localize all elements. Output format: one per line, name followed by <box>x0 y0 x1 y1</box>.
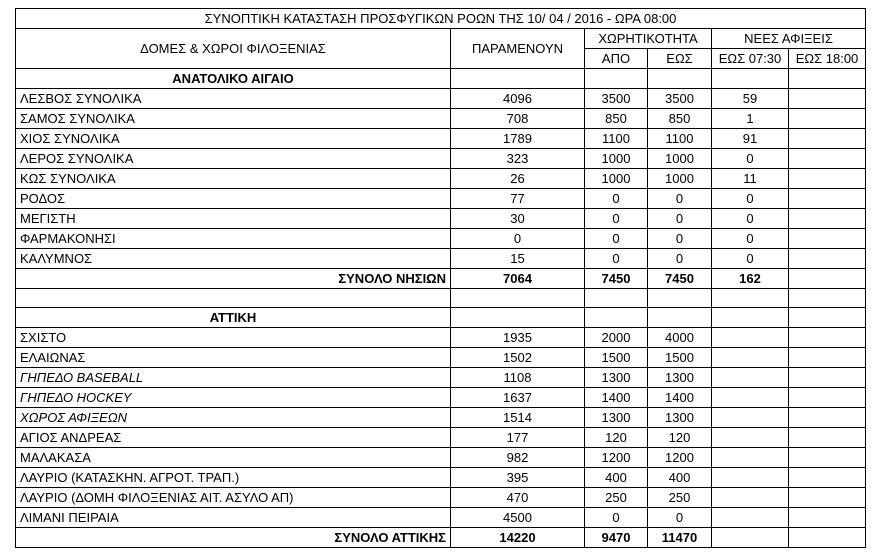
capacity-from-value: 0 <box>585 209 648 229</box>
remaining-value: 177 <box>451 428 585 448</box>
arrivals-1800-value <box>789 249 866 269</box>
arrivals-0730-value <box>712 328 789 348</box>
remaining-value: 4500 <box>451 508 585 528</box>
section-header-row <box>16 308 866 328</box>
facility-name: ΛΙΜΑΝΙ ΠΕΙΡΑΙΑ <box>16 508 451 528</box>
remaining-value: 323 <box>451 149 585 169</box>
capacity-to-value: 1300 <box>648 408 712 428</box>
empty-cell <box>451 289 585 308</box>
remaining-value: 1637 <box>451 388 585 408</box>
remaining-value: 30 <box>451 209 585 229</box>
remaining-value: 1502 <box>451 348 585 368</box>
table-row <box>16 149 866 169</box>
capacity-from-value: 1300 <box>585 408 648 428</box>
total-remaining: 7064 <box>451 269 585 289</box>
remaining-value: 26 <box>451 169 585 189</box>
remaining-value: 1108 <box>451 368 585 388</box>
total-capacity-to: 7450 <box>648 269 712 289</box>
remaining-value: 1514 <box>451 408 585 428</box>
capacity-to-value: 120 <box>648 428 712 448</box>
arrivals-0730-value <box>712 348 789 368</box>
arrivals-1800-value <box>789 129 866 149</box>
title-row <box>16 9 866 29</box>
capacity-from-value: 250 <box>585 488 648 508</box>
arrivals-1800-value <box>789 149 866 169</box>
capacity-to-value: 1300 <box>648 368 712 388</box>
capacity-from-value: 1200 <box>585 448 648 468</box>
capacity-to-value: 1400 <box>648 388 712 408</box>
empty-cell <box>16 289 451 308</box>
arrivals-0730-value <box>712 488 789 508</box>
table-row <box>16 129 866 149</box>
total-row <box>16 269 866 289</box>
capacity-to-value: 0 <box>648 189 712 209</box>
empty-cell <box>585 69 648 89</box>
table-row <box>16 348 866 368</box>
capacity-to-value: 0 <box>648 508 712 528</box>
total-label: ΣΥΝΟΛΟ ΝΗΣΙΩΝ <box>16 269 451 289</box>
capacity-to-value: 850 <box>648 109 712 129</box>
facility-name: ΛΑΥΡΙΟ (ΚΑΤΑΣΚΗΝ. ΑΓΡΟΤ. ΤΡΑΠ.) <box>16 468 451 488</box>
capacity-from-value: 1400 <box>585 388 648 408</box>
empty-cell <box>789 289 866 308</box>
table-row <box>16 209 866 229</box>
capacity-to-value: 1200 <box>648 448 712 468</box>
facility-name: ΛΑΥΡΙΟ (ΔΟΜΗ ΦΙΛΟΞΕΝΙΑΣ ΑΙΤ. ΑΣΥΛΟ ΑΠ) <box>16 488 451 508</box>
arrivals-0730-value: 0 <box>712 149 789 169</box>
arrivals-0730-value <box>712 368 789 388</box>
capacity-to-value: 400 <box>648 468 712 488</box>
arrivals-1800-value <box>789 229 866 249</box>
facility-name: ΦΑΡΜΑΚΟΝΗΣΙ <box>16 229 451 249</box>
arrivals-0730-value <box>712 468 789 488</box>
capacity-to-value: 0 <box>648 229 712 249</box>
empty-cell <box>712 308 789 328</box>
arrivals-1800-value <box>789 189 866 209</box>
header-remaining: ΠΑΡΑΜΕΝΟΥΝ <box>451 29 585 69</box>
arrivals-1800-value <box>789 408 866 428</box>
arrivals-0730-value <box>712 388 789 408</box>
total-capacity-to: 11470 <box>648 528 712 548</box>
arrivals-0730-value: 0 <box>712 209 789 229</box>
arrivals-0730-value <box>712 428 789 448</box>
facility-name: ΜΕΓΙΣΤΗ <box>16 209 451 229</box>
total-remaining: 14220 <box>451 528 585 548</box>
table-row <box>16 189 866 209</box>
arrivals-0730-value: 0 <box>712 189 789 209</box>
arrivals-0730-value <box>712 448 789 468</box>
facility-name: ΕΛΑΙΩΝΑΣ <box>16 348 451 368</box>
empty-cell <box>585 308 648 328</box>
arrivals-1800-value <box>789 448 866 468</box>
arrivals-1800-value <box>789 488 866 508</box>
capacity-from-value: 120 <box>585 428 648 448</box>
table-row <box>16 229 866 249</box>
total-arrivals-1800 <box>789 528 866 548</box>
facility-name: ΧΙΟΣ ΣΥΝΟΛΙΚΑ <box>16 129 451 149</box>
table-row <box>16 408 866 428</box>
facility-name: ΛΕΡΟΣ ΣΥΝΟΛΙΚΑ <box>16 149 451 169</box>
arrivals-0730-value <box>712 508 789 528</box>
capacity-from-value: 1100 <box>585 129 648 149</box>
total-label: ΣΥΝΟΛΟ ΑΤΤΙΚΗΣ <box>16 528 451 548</box>
empty-cell <box>451 69 585 89</box>
remaining-value: 470 <box>451 488 585 508</box>
section-header-row <box>16 69 866 89</box>
empty-cell <box>451 308 585 328</box>
facility-name: ΡΟΔΟΣ <box>16 189 451 209</box>
arrivals-0730-value: 1 <box>712 109 789 129</box>
capacity-from-value: 1000 <box>585 149 648 169</box>
capacity-from-value: 0 <box>585 249 648 269</box>
facility-name: ΚΩΣ ΣΥΝΟΛΙΚΑ <box>16 169 451 189</box>
capacity-to-value: 3500 <box>648 89 712 109</box>
arrivals-0730-value: 0 <box>712 229 789 249</box>
capacity-to-value: 1500 <box>648 348 712 368</box>
facility-name: ΛΕΣΒΟΣ ΣΥΝΟΛΙΚΑ <box>16 89 451 109</box>
facility-name: ΑΓΙΟΣ ΑΝΔΡΕΑΣ <box>16 428 451 448</box>
table-row <box>16 428 866 448</box>
arrivals-0730-value: 59 <box>712 89 789 109</box>
arrivals-0730-value <box>712 408 789 428</box>
header-row-1 <box>16 29 866 49</box>
table-row <box>16 388 866 408</box>
remaining-value: 1935 <box>451 328 585 348</box>
capacity-from-value: 2000 <box>585 328 648 348</box>
empty-cell <box>789 69 866 89</box>
table-row <box>16 508 866 528</box>
header-new-arrivals: ΝΕΕΣ ΑΦΙΞΕΙΣ <box>712 29 866 49</box>
capacity-from-value: 850 <box>585 109 648 129</box>
capacity-to-value: 0 <box>648 249 712 269</box>
capacity-from-value: 1000 <box>585 169 648 189</box>
refugee-flows-table <box>15 8 866 548</box>
remaining-value: 708 <box>451 109 585 129</box>
total-arrivals-1800 <box>789 269 866 289</box>
capacity-from-value: 0 <box>585 189 648 209</box>
header-facilities: ΔΟΜΕΣ & ΧΩΡΟΙ ΦΙΛΟΞΕΝΙΑΣ <box>16 29 451 69</box>
remaining-value: 982 <box>451 448 585 468</box>
arrivals-1800-value <box>789 89 866 109</box>
capacity-to-value: 4000 <box>648 328 712 348</box>
capacity-to-value: 1100 <box>648 129 712 149</box>
total-capacity-from: 9470 <box>585 528 648 548</box>
empty-cell <box>648 308 712 328</box>
arrivals-1800-value <box>789 109 866 129</box>
empty-cell <box>712 69 789 89</box>
capacity-to-value: 250 <box>648 488 712 508</box>
table-row <box>16 89 866 109</box>
remaining-value: 1789 <box>451 129 585 149</box>
arrivals-1800-value <box>789 328 866 348</box>
spacer-row <box>16 289 866 308</box>
arrivals-1800-value <box>789 388 866 408</box>
table-row <box>16 169 866 189</box>
arrivals-1800-value <box>789 348 866 368</box>
capacity-from-value: 3500 <box>585 89 648 109</box>
facility-name: ΜΑΛΑΚΑΣΑ <box>16 448 451 468</box>
section-title: ΑΤΤΙΚΗ <box>16 308 451 328</box>
empty-cell <box>789 308 866 328</box>
arrivals-1800-value <box>789 209 866 229</box>
arrivals-1800-value <box>789 169 866 189</box>
capacity-from-value: 1300 <box>585 368 648 388</box>
empty-cell <box>648 69 712 89</box>
arrivals-1800-value <box>789 428 866 448</box>
header-arrivals-1800: ΕΩΣ 18:00 <box>789 49 866 69</box>
arrivals-1800-value <box>789 508 866 528</box>
total-capacity-from: 7450 <box>585 269 648 289</box>
arrivals-1800-value <box>789 368 866 388</box>
remaining-value: 77 <box>451 189 585 209</box>
capacity-from-value: 0 <box>585 508 648 528</box>
facility-name: ΚΑΛΥΜΝΟΣ <box>16 249 451 269</box>
arrivals-0730-value: 91 <box>712 129 789 149</box>
section-title: ΑΝΑΤΟΛΙΚΟ ΑΙΓΑΙΟ <box>16 69 451 89</box>
table-row <box>16 468 866 488</box>
table-row <box>16 249 866 269</box>
table-row <box>16 368 866 388</box>
header-capacity-to: ΕΩΣ <box>648 49 712 69</box>
capacity-from-value: 1500 <box>585 348 648 368</box>
remaining-value: 4096 <box>451 89 585 109</box>
capacity-from-value: 0 <box>585 229 648 249</box>
header-arrivals-0730: ΕΩΣ 07:30 <box>712 49 789 69</box>
total-arrivals-0730 <box>712 528 789 548</box>
facility-name: ΣΧΙΣΤΟ <box>16 328 451 348</box>
total-row <box>16 528 866 548</box>
facility-name: ΓΗΠΕΔΟ BASEBALL <box>16 368 451 388</box>
header-capacity: ΧΩΡΗΤΙΚΟΤΗΤΑ <box>585 29 712 49</box>
facility-name: ΣΑΜΟΣ ΣΥΝΟΛΙΚΑ <box>16 109 451 129</box>
empty-cell <box>712 289 789 308</box>
capacity-to-value: 1000 <box>648 169 712 189</box>
table-row <box>16 488 866 508</box>
header-capacity-from: ΑΠΟ <box>585 49 648 69</box>
empty-cell <box>585 289 648 308</box>
capacity-to-value: 0 <box>648 209 712 229</box>
remaining-value: 395 <box>451 468 585 488</box>
table-row <box>16 448 866 468</box>
table-row <box>16 328 866 348</box>
facility-name: ΧΩΡΟΣ ΑΦΙΞΕΩΝ <box>16 408 451 428</box>
arrivals-1800-value <box>789 468 866 488</box>
table-title: ΣΥΝΟΠΤΙΚΗ ΚΑΤΑΣΤΑΣΗ ΠΡΟΣΦΥΓΙΚΩΝ ΡΟΩΝ ΤΗΣ 10/ 04 / 2016 - ΩΡΑ 08:00 <box>16 9 866 29</box>
remaining-value: 15 <box>451 249 585 269</box>
arrivals-0730-value: 0 <box>712 249 789 269</box>
facility-name: ΓΗΠΕΔΟ HOCKEY <box>16 388 451 408</box>
table-row <box>16 109 866 129</box>
arrivals-0730-value: 11 <box>712 169 789 189</box>
capacity-to-value: 1000 <box>648 149 712 169</box>
total-arrivals-0730: 162 <box>712 269 789 289</box>
empty-cell <box>648 289 712 308</box>
remaining-value: 0 <box>451 229 585 249</box>
capacity-from-value: 400 <box>585 468 648 488</box>
